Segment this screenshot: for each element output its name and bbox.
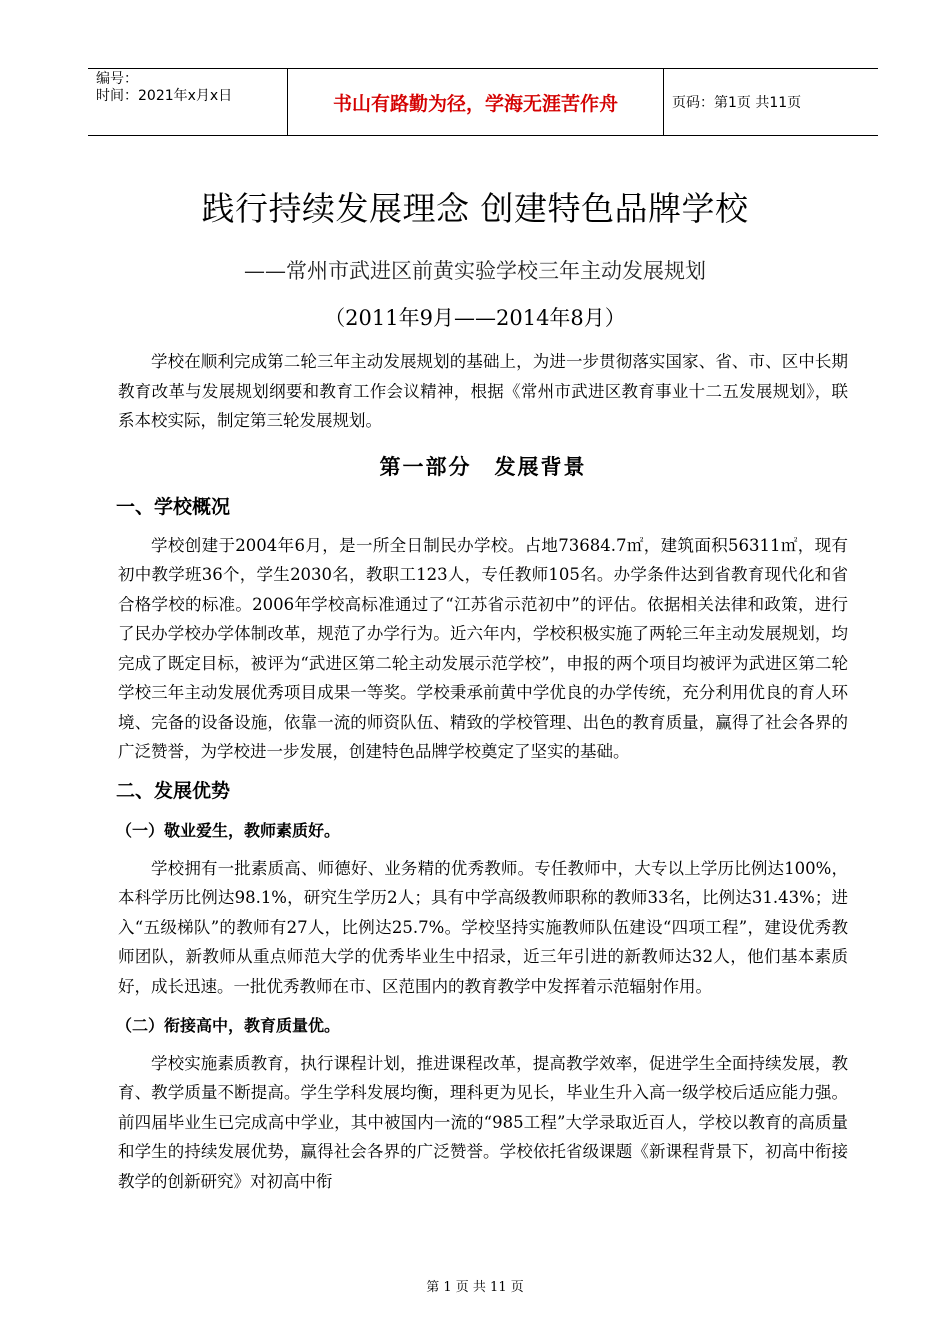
part1-heading: 第一部分 发展背景	[379, 453, 587, 479]
document-subtitle: ——常州市武进区前黄实验学校三年主动发展规划	[244, 259, 706, 283]
header-page-info: 页码：第1页 共11页	[672, 95, 802, 111]
document-body	[118, 347, 848, 1196]
subsection2-paragraph: 学校实施素质教育，执行课程计划，推进课程改革，提高教学效率，促进学生全面持续发展，教育、教学质量不断提高。学生学科发展均衡，理科更为见长，毕业生升入高一级学校后适应能力强。前四届毕业生已完成高中学业，其中被国内一流的“985工程”大学录取近百人，学校以教育的高质量和学生的持续发展优势，赢得社会各界的广泛赞誉。学校依托省级课题《新课程背景下，初高中衔接教学的创新研究》对初高中衔	[118, 1053, 848, 1191]
page-header	[88, 68, 878, 136]
subsection2-heading: （二）衔接高中，教育质量优。	[116, 1016, 341, 1035]
intro-paragraph: 学校在顺利完成第二轮三年主动发展规划的基础上，为进一步贯彻落实国家、省、市、区中长期教育改革与发展规划纲要和教育工作会议精神，根据《常州市武进区教育事业十二五发展规划》，联系本校实际，制定第三轮发展规划。	[118, 352, 848, 430]
header-meta	[88, 69, 288, 135]
section1-paragraph: 学校创建于2004年6月，是一所全日制民办学校。占地73684.7㎡，建筑面积56311㎡，现有初中教学班36个，学生2030名，教职工123人，专任教师105名。办学条件达到省教育现代化和省合格学校的标准。2006年学校高标准通过了“江苏省示范初中”的评估。依据相关法律和政策，进行了民办学校办学体制改革，规范了办学行为。近六年内，学校积极实施了两轮三年主动发展规划，均完成了既定目标，被评为“武进区第二轮主动发展示范学校”，申报的两个项目均被评为武进区第二轮学校三年主动发展优秀项目成果一等奖。学校秉承前黄中学优良的办学传统，充分利用优良的育人环境、完备的设备设施，依靠一流的师资队伍、精致的学校管理、出色的教育质量，赢得了社会各界的广泛赞誉，为学校进一步发展，创建特色品牌学校奠定了坚实的基础。	[118, 535, 848, 761]
document-date-range: （2011年9月——2014年8月）	[324, 306, 626, 330]
section2-heading: 二、发展优势	[116, 779, 231, 802]
section1-heading: 一、学校概况	[116, 496, 231, 518]
header-number-label: 编号：	[96, 71, 138, 87]
header-time-label: 时间：2021年x月x日	[96, 88, 233, 104]
subsection1-heading: （一）敬业爱生，教师素质好。	[116, 821, 341, 840]
subsection1-paragraph: 学校拥有一批素质高、师德好、业务精的优秀教师。专任教师中，大专以上学历比例达100%，本科学历比例达98.1%，研究生学历2人；具有中学高级教师职称的教师33名，比例达31.43%；进入“五级梯队”的教师有27人，比例达25.7%。学校坚持实施教师队伍建设“四项工程”，建设优秀教师团队，新教师从重点师范大学的优秀毕业生中招录，近三年引进的新教师达32人，他们基本素质好，成长迅速。一批优秀教师在市、区范围内的教育教学中发挥着示范辐射作用。	[118, 858, 848, 996]
header-motto: 书山有路勤为径，学海无涯苦作舟	[288, 69, 664, 135]
page-footer: 第 1 页 共 11 页	[426, 1280, 524, 1295]
document-title: 践行持续发展理念 创建特色品牌学校	[201, 189, 749, 228]
